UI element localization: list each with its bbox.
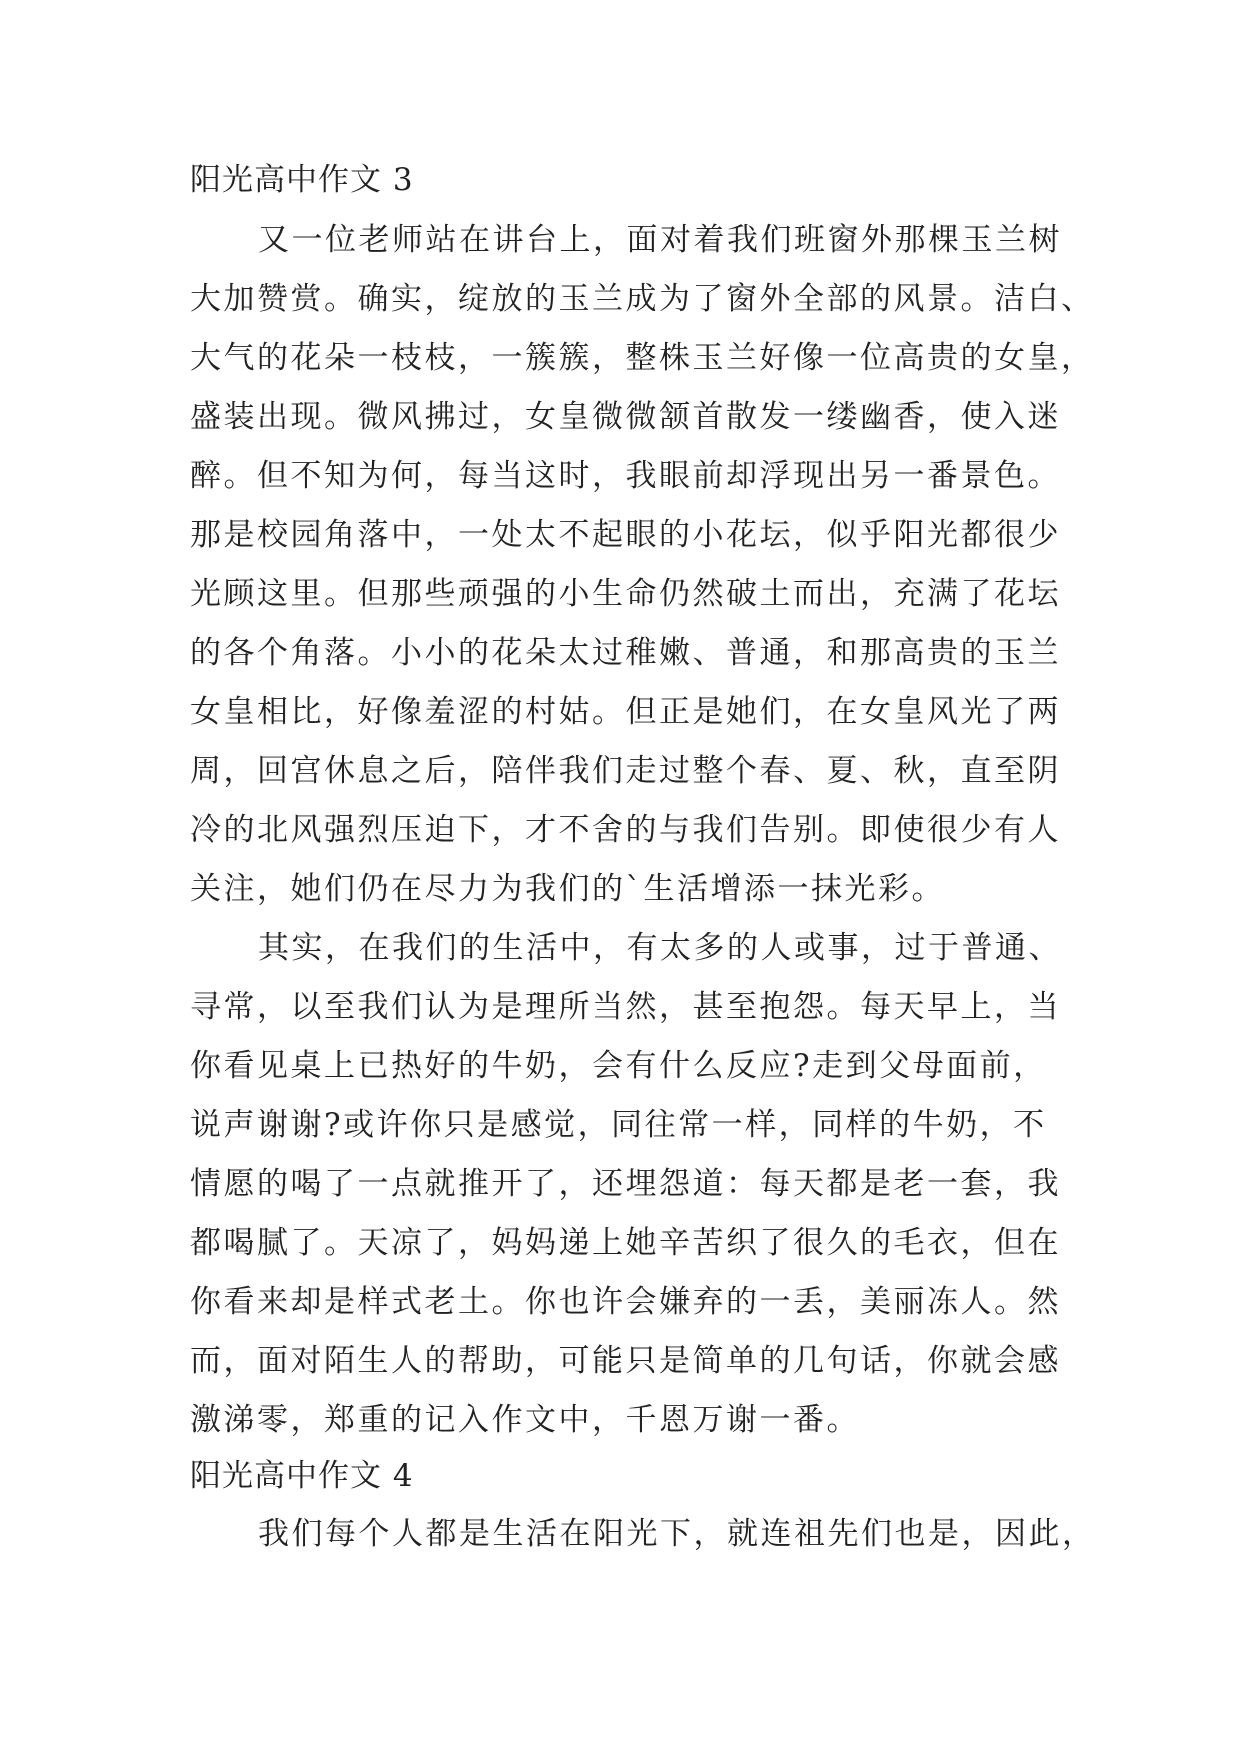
- paragraph-line: 大气的花朵一枝枝，一簇簇，整株玉兰好像一位高贵的女皇，: [190, 340, 1095, 376]
- paragraph-line: 情愿的喝了一点就推开了，还埋怨道：每天都是老一套，我: [190, 1166, 1061, 1202]
- paragraph-line: 大加赞赏。确实，绽放的玉兰成为了窗外全部的风景。洁白、: [190, 281, 1095, 317]
- paragraph-line: 光顾这里。但那些顽强的小生命仍然破土而出，充满了花坛: [190, 576, 1061, 612]
- paragraph-line: 我们每个人都是生活在阳光下，就连祖先们也是，因此，: [258, 1516, 1096, 1552]
- paragraph-line: 你看见桌上已热好的牛奶，会有什么反应?走到父母面前，: [190, 1048, 1047, 1084]
- section-title: 阳光高中作文 4: [190, 1458, 414, 1494]
- paragraph-line: 寻常，以至我们认为是理所当然，甚至抱怨。每天早上，当: [190, 989, 1061, 1025]
- paragraph-line: 都喝腻了。天凉了，妈妈递上她辛苦织了很久的毛衣，但在: [190, 1225, 1061, 1261]
- paragraph-line: 其实，在我们的生活中，有太多的人或事，过于普通、: [258, 930, 1062, 966]
- paragraph-line: 你看来却是样式老土。你也许会嫌弃的一丢，美丽冻人。然: [190, 1284, 1061, 1320]
- paragraph-line: 关注，她们仍在尽力为我们的`生活增添一抹光彩。: [190, 871, 945, 907]
- paragraph-line: 激涕零，郑重的记入作文中，千恩万谢一番。: [190, 1402, 860, 1438]
- paragraph-line: 女皇相比，好像羞涩的村姑。但正是她们，在女皇风光了两: [190, 694, 1061, 730]
- paragraph-line: 说声谢谢?或许你只是感觉，同往常一样，同样的牛奶，不: [190, 1107, 1047, 1143]
- paragraph-line: 盛装出现。微风拂过，女皇微微颔首散发一缕幽香，使入迷: [190, 399, 1061, 435]
- paragraph-line: 的各个角落。小小的花朵太过稚嫩、普通，和那高贵的玉兰: [190, 635, 1061, 671]
- paragraph-line: 周，回宫休息之后，陪伴我们走过整个春、夏、秋，直至阴: [190, 753, 1061, 789]
- paragraph-line: 那是校园角落中，一处太不起眼的小花坛，似乎阳光都很少: [190, 517, 1061, 553]
- paragraph-line: 又一位老师站在讲台上，面对着我们班窗外那棵玉兰树: [258, 222, 1062, 258]
- paragraph-line: 冷的北风强烈压迫下，才不舍的与我们告别。即使很少有人: [190, 812, 1061, 848]
- paragraph-line: 而，面对陌生人的帮助，可能只是简单的几句话，你就会感: [190, 1343, 1061, 1379]
- section-title: 阳光高中作文 3: [190, 162, 414, 198]
- paragraph-line: 醉。但不知为何，每当这时，我眼前却浮现出另一番景色。: [190, 458, 1061, 494]
